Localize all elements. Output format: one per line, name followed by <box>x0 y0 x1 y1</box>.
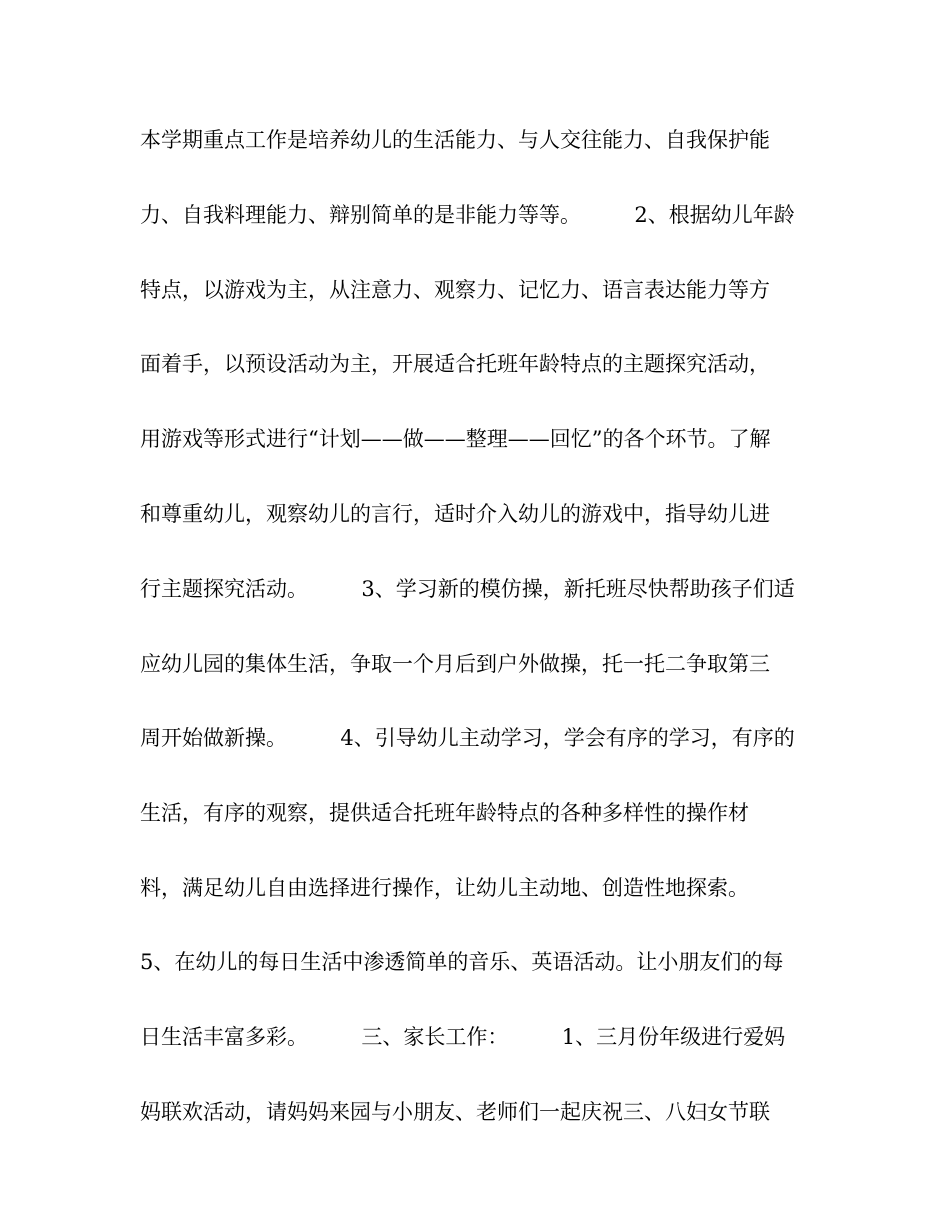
text-line-11: 料，满足幼儿自由选择进行操作，让幼儿主动地、创造性地探索。 <box>140 876 749 900</box>
text-line-13: 日生活丰富多彩。 三、家长工作： 1、三月份年级进行爱妈 <box>140 1025 786 1049</box>
text-line-12: 5、在幼儿的每日生活中渗透简单的音乐、英语活动。让小朋友们的每 <box>140 950 784 974</box>
text-line-9: 周开始做新操。 4、引导幼儿主动学习，学会有序的学习，有序的 <box>140 726 795 750</box>
text-line-7: 行主题探究活动。 3、学习新的模仿操，新托班尽快帮助孩子们适 <box>140 577 795 601</box>
text-line-5: 用游戏等形式进行“计划——做——整理——回忆”的各个环节。了解 <box>140 427 771 451</box>
text-line-14: 妈联欢活动，请妈妈来园与小朋友、老师们一起庆祝三、八妇女节联 <box>140 1100 770 1124</box>
text-line-10: 生活，有序的观察，提供适合托班年龄特点的各种多样性的操作材 <box>140 801 749 825</box>
text-line-2: 力、自我料理能力、辩别简单的是非能力等等。 2、根据幼儿年龄 <box>140 203 795 227</box>
text-line-1: 本学期重点工作是培养幼儿的生活能力、与人交往能力、自我保护能 <box>140 128 770 152</box>
text-line-3: 特点，以游戏为主，从注意力、观察力、记忆力、语言表达能力等方 <box>140 278 770 302</box>
text-line-6: 和尊重幼儿，观察幼儿的言行，适时介入幼儿的游戏中，指导幼儿进 <box>140 502 770 526</box>
text-line-4: 面着手，以预设活动为主，开展适合托班年龄特点的主题探究活动， <box>140 352 770 376</box>
text-line-8: 应幼儿园的集体生活，争取一个月后到户外做操，托一托二争取第三 <box>140 652 770 676</box>
